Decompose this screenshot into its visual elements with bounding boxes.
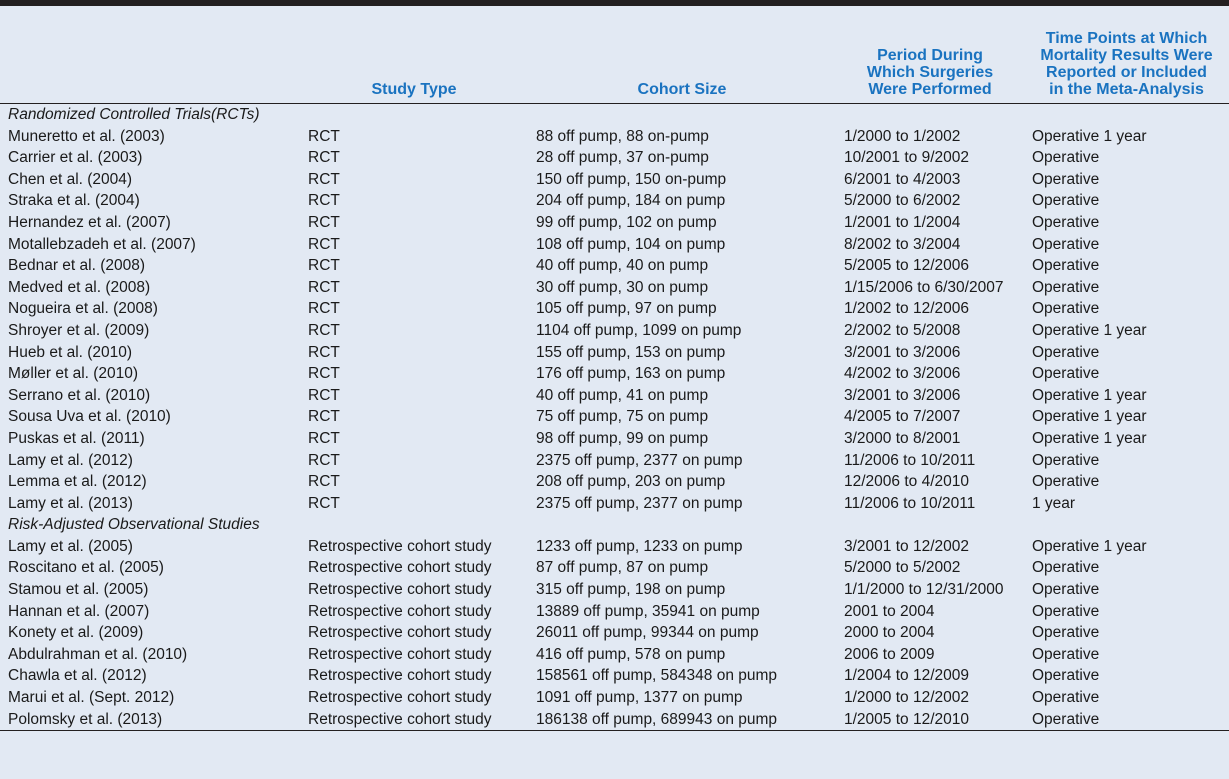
cell-period: 1/1/2000 to 12/31/2000 bbox=[844, 581, 1004, 599]
cell-time-points: Operative bbox=[1032, 278, 1100, 296]
cell-study-type: RCT bbox=[308, 170, 340, 188]
table-row bbox=[0, 255, 1229, 277]
table-row bbox=[0, 147, 1229, 169]
cell-period: 1/2005 to 12/2010 bbox=[836, 709, 1024, 731]
cell-period: 2001 to 2004 bbox=[844, 602, 935, 620]
table-row bbox=[0, 298, 1229, 320]
cell-time-points: Operative bbox=[1032, 667, 1100, 685]
table-row bbox=[0, 557, 1229, 579]
cell-study-type: RCT bbox=[308, 257, 340, 275]
cell-study: Nogueira et al. (2008) bbox=[8, 300, 158, 318]
cell-study: Lamy et al. (2005) bbox=[8, 537, 133, 555]
cell-time-points: Operative bbox=[1032, 581, 1100, 599]
cell-time-points: Operative bbox=[1032, 559, 1100, 577]
cell-cohort-size: 186138 off pump, 689943 on pump bbox=[528, 709, 836, 731]
table-row bbox=[0, 665, 1229, 687]
table-row bbox=[0, 428, 1229, 450]
studies-table bbox=[0, 6, 1229, 731]
cell-period: 3/2001 to 12/2002 bbox=[844, 537, 969, 555]
cell-study-type: RCT bbox=[308, 343, 340, 361]
cell-study: Møller et al. (2010) bbox=[8, 365, 139, 383]
cell-study-type: Retrospective cohort study bbox=[308, 602, 492, 620]
cell-period: 1/2000 to 1/2002 bbox=[844, 127, 961, 145]
cell-study: Straka et al. (2004) bbox=[8, 192, 140, 210]
cell-time-points: Operative 1 year bbox=[1032, 429, 1147, 447]
cell-study-type: Retrospective cohort study bbox=[308, 689, 492, 707]
cell-time-points: Operative 1 year bbox=[1032, 127, 1147, 145]
table-row bbox=[0, 471, 1229, 493]
cell-period: 2/2002 to 5/2008 bbox=[844, 321, 961, 339]
cell-study: Abdulrahman et al. (2010) bbox=[8, 645, 188, 663]
cell-cohort-size: 1091 off pump, 1377 on pump bbox=[536, 689, 743, 707]
cell-study-type: RCT bbox=[308, 386, 340, 404]
table-row bbox=[0, 385, 1229, 407]
table-row bbox=[0, 493, 1229, 515]
cell-study-type: Retrospective cohort study bbox=[308, 559, 492, 577]
cell-cohort-size: 13889 off pump, 35941 on pump bbox=[536, 602, 760, 620]
cell-study: Polomsky et al. (2013) bbox=[0, 709, 300, 731]
cell-time-points: Operative bbox=[1032, 149, 1100, 167]
cell-period: 2006 to 2009 bbox=[844, 645, 935, 663]
cell-study: Lamy et al. (2013) bbox=[8, 494, 133, 512]
cell-study-type: RCT bbox=[308, 235, 340, 253]
table-row bbox=[0, 406, 1229, 428]
cell-study: Hernandez et al. (2007) bbox=[8, 213, 171, 231]
cell-study: Bednar et al. (2008) bbox=[8, 257, 146, 275]
cell-cohort-size: 108 off pump, 104 on pump bbox=[536, 235, 726, 253]
cell-cohort-size: 2375 off pump, 2377 on pump bbox=[536, 451, 743, 469]
header-time-points-line: Reported or Included bbox=[1046, 64, 1207, 81]
cell-time-points: Operative bbox=[1032, 451, 1100, 469]
cell-study-type: RCT bbox=[308, 429, 340, 447]
cell-study-type: Retrospective cohort study bbox=[300, 709, 528, 731]
cell-cohort-size: 75 off pump, 75 on pump bbox=[536, 408, 709, 426]
cell-study: Roscitano et al. (2005) bbox=[8, 559, 164, 577]
cell-period: 11/2006 to 10/2011 bbox=[844, 451, 976, 469]
cell-cohort-size: 315 off pump, 198 on pump bbox=[536, 581, 726, 599]
cell-period: 3/2001 to 3/2006 bbox=[844, 343, 961, 361]
section-row bbox=[0, 104, 1229, 126]
table-row bbox=[0, 320, 1229, 342]
cell-study-type: RCT bbox=[308, 473, 340, 491]
section-row bbox=[0, 514, 1229, 536]
cell-cohort-size: 87 off pump, 87 on pump bbox=[536, 559, 709, 577]
cell-study-type: RCT bbox=[308, 149, 340, 167]
cell-study: Sousa Uva et al. (2010) bbox=[8, 408, 171, 426]
cell-period: 5/2000 to 5/2002 bbox=[844, 559, 961, 577]
cell-study: Hannan et al. (2007) bbox=[8, 602, 150, 620]
table-row bbox=[0, 234, 1229, 256]
cell-time-points: Operative bbox=[1032, 473, 1100, 491]
cell-study-type: RCT bbox=[308, 192, 340, 210]
cell-time-points: Operative 1 year bbox=[1032, 321, 1147, 339]
cell-cohort-size: 30 off pump, 30 on pump bbox=[536, 278, 709, 296]
table-row bbox=[0, 579, 1229, 601]
cell-time-points: Operative bbox=[1032, 343, 1100, 361]
cell-study-type: RCT bbox=[308, 213, 340, 231]
cell-period: 3/2001 to 3/2006 bbox=[844, 386, 961, 404]
cell-time-points: Operative bbox=[1032, 300, 1100, 318]
section-title: Risk-Adjusted Observational Studies bbox=[8, 516, 260, 534]
table-body bbox=[0, 104, 1229, 731]
cell-cohort-size: 176 off pump, 163 on pump bbox=[536, 365, 726, 383]
cell-cohort-size: 158561 off pump, 584348 on pump bbox=[536, 667, 778, 685]
cell-study-type: Retrospective cohort study bbox=[308, 581, 492, 599]
cell-study-type: RCT bbox=[308, 321, 340, 339]
cell-cohort-size: 416 off pump, 578 on pump bbox=[536, 645, 726, 663]
cell-study-type: RCT bbox=[308, 365, 340, 383]
cell-period: 2000 to 2004 bbox=[844, 624, 935, 642]
cell-period: 1/2004 to 12/2009 bbox=[844, 667, 969, 685]
cell-study-type: Retrospective cohort study bbox=[308, 537, 492, 555]
cell-period: 5/2000 to 6/2002 bbox=[844, 192, 961, 210]
cell-time-points: Operative bbox=[1032, 192, 1100, 210]
cell-time-points: Operative bbox=[1024, 709, 1229, 731]
cell-study: Konety et al. (2009) bbox=[8, 624, 144, 642]
cell-time-points: Operative bbox=[1032, 602, 1100, 620]
table-row bbox=[0, 687, 1229, 709]
cell-period: 4/2002 to 3/2006 bbox=[844, 365, 961, 383]
cell-cohort-size: 26011 off pump, 99344 on pump bbox=[536, 624, 759, 642]
header-time-points-line: in the Meta-Analysis bbox=[1049, 81, 1204, 98]
header-time-points bbox=[1024, 6, 1229, 104]
cell-cohort-size: 28 off pump, 37 on-pump bbox=[536, 149, 709, 167]
cell-study-type: Retrospective cohort study bbox=[308, 667, 492, 685]
table-row bbox=[0, 190, 1229, 212]
cell-cohort-size: 155 off pump, 153 on pump bbox=[536, 343, 726, 361]
cell-cohort-size: 99 off pump, 102 on pump bbox=[536, 213, 717, 231]
table-row bbox=[0, 363, 1229, 385]
table-row bbox=[0, 450, 1229, 472]
cell-study-type: RCT bbox=[308, 451, 340, 469]
cell-study: Muneretto et al. (2003) bbox=[8, 127, 165, 145]
header-time-points-line: Time Points at Which bbox=[1045, 30, 1208, 47]
cell-study-type: RCT bbox=[308, 300, 340, 318]
cell-study: Carrier et al. (2003) bbox=[8, 149, 143, 167]
cell-period: 11/2006 to 10/2011 bbox=[844, 494, 976, 512]
cell-study-type: RCT bbox=[308, 127, 340, 145]
cell-study-type: RCT bbox=[308, 408, 340, 426]
cell-period: 1/2001 to 1/2004 bbox=[844, 213, 961, 231]
cell-study-type: RCT bbox=[308, 494, 340, 512]
table-row bbox=[0, 709, 1229, 731]
cell-study: Chen et al. (2004) bbox=[8, 170, 133, 188]
cell-period: 8/2002 to 3/2004 bbox=[844, 235, 961, 253]
cell-study-type: Retrospective cohort study bbox=[308, 624, 492, 642]
table-row bbox=[0, 126, 1229, 148]
cell-period: 6/2001 to 4/2003 bbox=[844, 170, 961, 188]
cell-time-points: Operative bbox=[1032, 365, 1100, 383]
cell-period: 12/2006 to 4/2010 bbox=[844, 473, 969, 491]
cell-time-points: 1 year bbox=[1032, 494, 1076, 512]
cell-time-points: Operative bbox=[1032, 257, 1100, 275]
cell-study-type: Retrospective cohort study bbox=[308, 645, 492, 663]
table-row bbox=[0, 169, 1229, 191]
cell-study-type: RCT bbox=[308, 278, 340, 296]
header-period-line: Period During bbox=[877, 47, 983, 64]
cell-cohort-size: 1104 off pump, 1099 on pump bbox=[536, 321, 742, 339]
table-row bbox=[0, 644, 1229, 666]
cell-cohort-size: 150 off pump, 150 on-pump bbox=[536, 170, 727, 188]
table-row bbox=[0, 342, 1229, 364]
header-study-type: Study Type bbox=[300, 6, 528, 104]
cell-period: 3/2000 to 8/2001 bbox=[844, 429, 961, 447]
cell-time-points: Operative 1 year bbox=[1032, 408, 1147, 426]
cell-cohort-size: 2375 off pump, 2377 on pump bbox=[536, 494, 743, 512]
cell-study: Lemma et al. (2012) bbox=[8, 473, 147, 491]
cell-time-points: Operative 1 year bbox=[1032, 386, 1147, 404]
table-row bbox=[0, 622, 1229, 644]
cell-time-points: Operative bbox=[1032, 235, 1100, 253]
cell-period: 10/2001 to 9/2002 bbox=[844, 149, 969, 167]
table-row bbox=[0, 277, 1229, 299]
header-cohort-size: Cohort Size bbox=[528, 6, 836, 104]
table-row bbox=[0, 601, 1229, 623]
table-row bbox=[0, 536, 1229, 558]
cell-cohort-size: 105 off pump, 97 on pump bbox=[536, 300, 717, 318]
cell-period: 1/15/2006 to 6/30/2007 bbox=[844, 278, 1004, 296]
cell-study: Motallebzadeh et al. (2007) bbox=[8, 235, 196, 253]
cell-study: Hueb et al. (2010) bbox=[8, 343, 133, 361]
cell-study: Lamy et al. (2012) bbox=[8, 451, 133, 469]
cell-time-points: Operative bbox=[1032, 624, 1100, 642]
cell-study: Medved et al. (2008) bbox=[8, 278, 151, 296]
cell-time-points: Operative bbox=[1032, 645, 1100, 663]
cell-period: 1/2002 to 12/2006 bbox=[844, 300, 969, 318]
cell-study: Shroyer et al. (2009) bbox=[8, 321, 150, 339]
header-period bbox=[836, 6, 1024, 104]
cell-study: Stamou et al. (2005) bbox=[8, 581, 149, 599]
header-period-line: Were Performed bbox=[868, 81, 992, 98]
cell-study: Marui et al. (Sept. 2012) bbox=[8, 689, 175, 707]
cell-time-points: Operative 1 year bbox=[1032, 537, 1147, 555]
cell-cohort-size: 208 off pump, 203 on pump bbox=[536, 473, 726, 491]
cell-period: 4/2005 to 7/2007 bbox=[844, 408, 961, 426]
cell-study: Chawla et al. (2012) bbox=[8, 667, 147, 685]
header-study bbox=[0, 6, 300, 104]
cell-time-points: Operative bbox=[1032, 213, 1100, 231]
cell-cohort-size: 88 off pump, 88 on-pump bbox=[536, 127, 709, 145]
header-period-line: Which Surgeries bbox=[866, 64, 994, 81]
table-header bbox=[0, 6, 1229, 104]
cell-cohort-size: 40 off pump, 41 on pump bbox=[536, 386, 709, 404]
table-row bbox=[0, 212, 1229, 234]
cell-cohort-size: 98 off pump, 99 on pump bbox=[536, 429, 709, 447]
cell-time-points: Operative bbox=[1032, 689, 1100, 707]
cell-cohort-size: 204 off pump, 184 on pump bbox=[536, 192, 726, 210]
header-time-points-line: Mortality Results Were bbox=[1040, 47, 1213, 64]
cell-cohort-size: 1233 off pump, 1233 on pump bbox=[536, 537, 743, 555]
cell-study: Serrano et al. (2010) bbox=[8, 386, 151, 404]
cell-period: 1/2000 to 12/2002 bbox=[844, 689, 969, 707]
cell-study: Puskas et al. (2011) bbox=[8, 429, 145, 447]
section-title: Randomized Controlled Trials(RCTs) bbox=[8, 106, 260, 123]
cell-time-points: Operative bbox=[1032, 170, 1100, 188]
cell-cohort-size: 40 off pump, 40 on pump bbox=[536, 257, 709, 275]
cell-period: 5/2005 to 12/2006 bbox=[844, 257, 969, 275]
